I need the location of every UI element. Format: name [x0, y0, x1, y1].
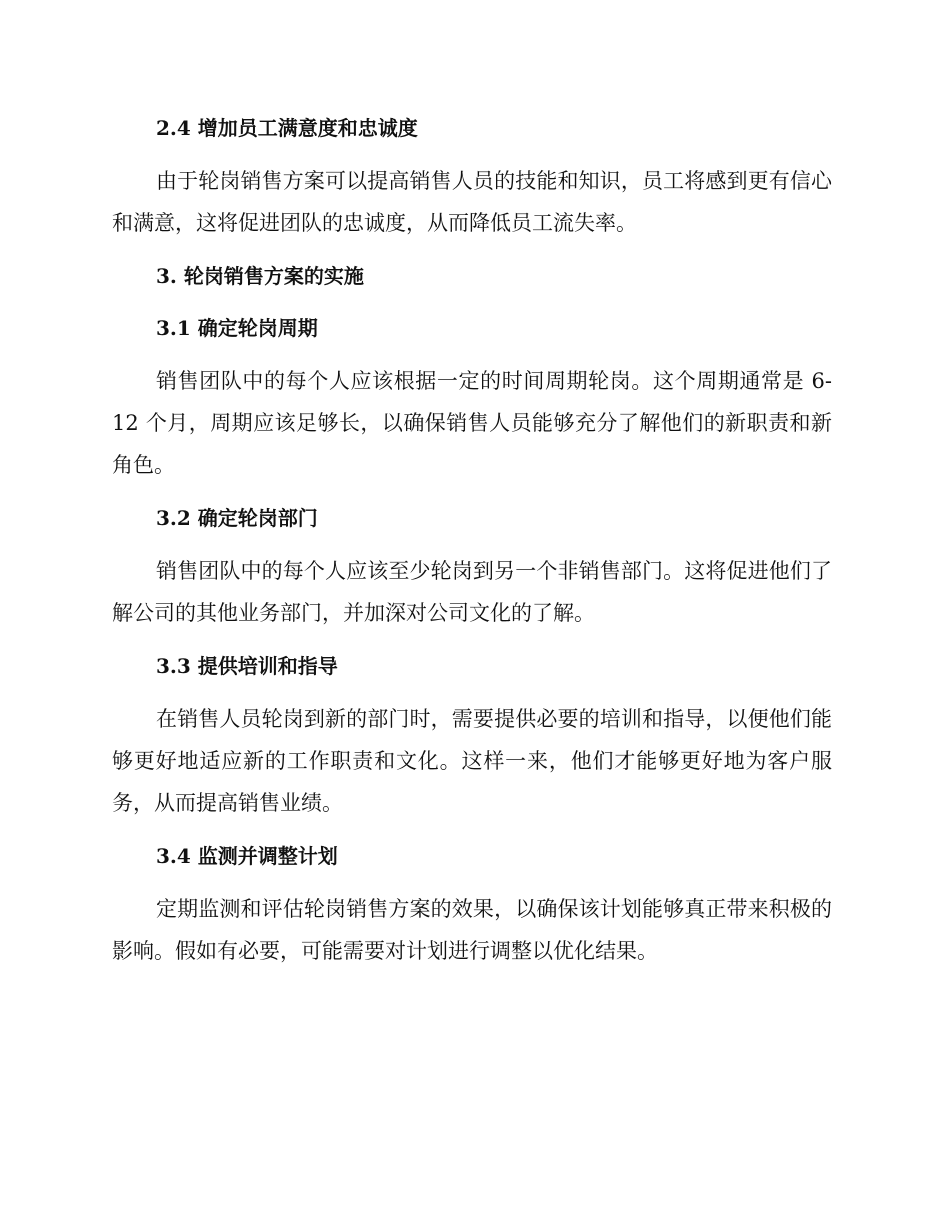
section-heading-3-1: 3.1 确定轮岗周期 — [156, 316, 318, 340]
section-body-2-4: 由于轮岗销售方案可以提高销售人员的技能和知识，员工将感到更有信心和满意，这将促进团队的忠诚度，从而降低员工流失率。 — [112, 169, 832, 235]
section-body-3-4: 定期监测和评估轮岗销售方案的效果，以确保该计划能够真正带来积极的影响。假如有必要，可能需要对计划进行调整以优化结果。 — [112, 897, 832, 963]
section-heading-3: 3. 轮岗销售方案的实施 — [156, 264, 364, 288]
section-heading-3-4: 3.4 监测并调整计划 — [156, 844, 338, 868]
section-heading-3-3: 3.3 提供培训和指导 — [156, 654, 338, 678]
section-heading-3-2: 3.2 确定轮岗部门 — [156, 506, 318, 530]
section-body-3-1: 销售团队中的每个人应该根据一定的时间周期轮岗。这个周期通常是 6-12 个月，周期应该足够长，以确保销售人员能够充分了解他们的新职责和新角色。 — [112, 369, 832, 477]
section-body-3-3: 在销售人员轮岗到新的部门时，需要提供必要的培训和指导，以便他们能够更好地适应新的工作职责和文化。这样一来，他们才能够更好地为客户服务，从而提高销售业绩。 — [112, 707, 832, 815]
section-heading-2-4: 2.4 增加员工满意度和忠诚度 — [156, 116, 418, 140]
document-page — [112, 108, 832, 972]
section-body-3-2: 销售团队中的每个人应该至少轮岗到另一个非销售部门。这将促进他们了解公司的其他业务部门，并加深对公司文化的了解。 — [112, 559, 832, 625]
